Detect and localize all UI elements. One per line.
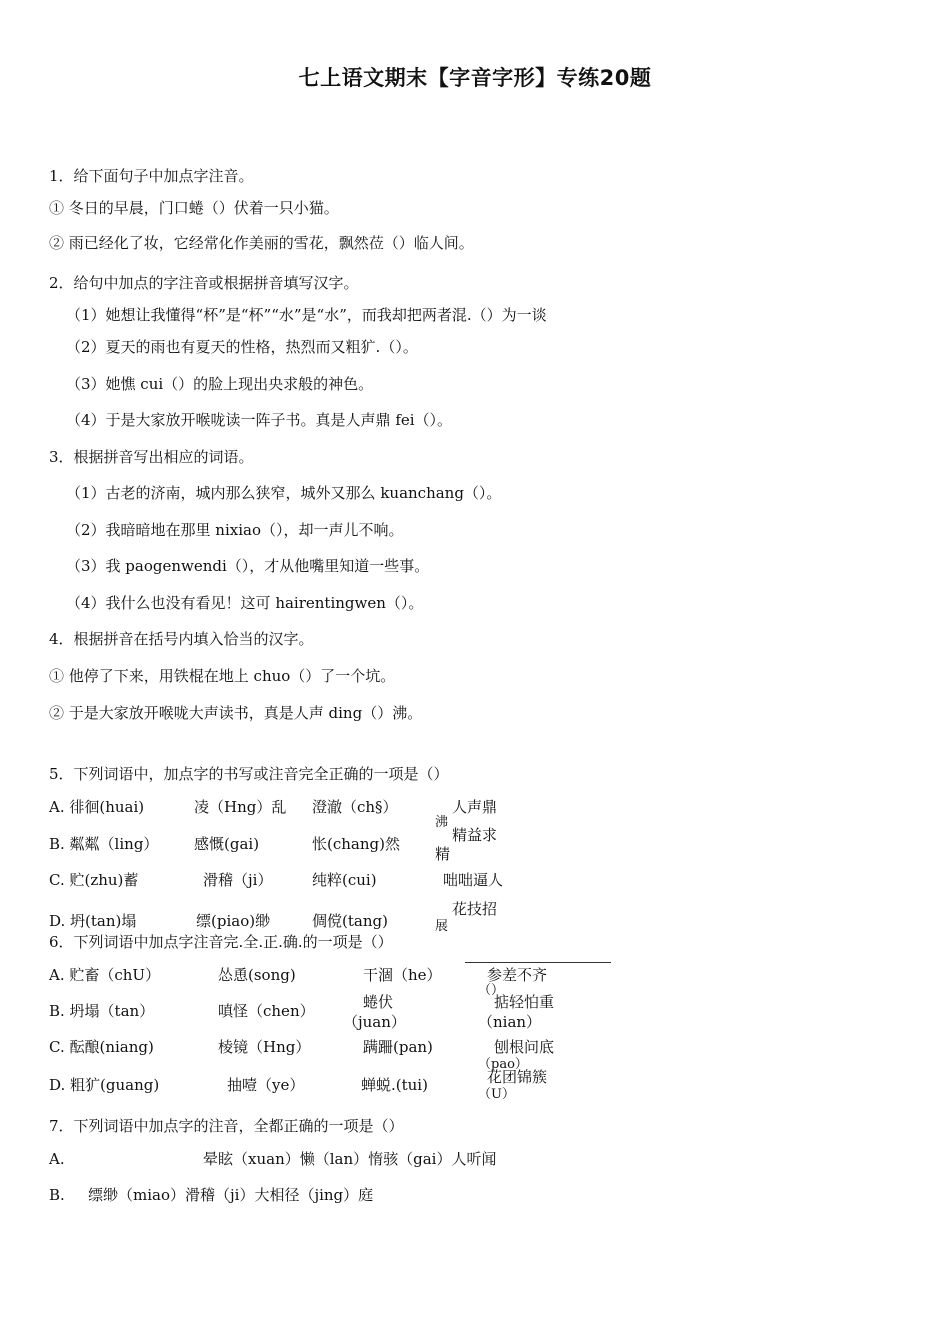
q5-option-a-word-4: 人声鼎 xyxy=(452,798,498,816)
q5-option-b-word-2: 感慨(gai) xyxy=(194,835,260,853)
q6-option-b: B. 坍塌（tan） xyxy=(49,1002,155,1020)
q5-option-d-word-4-overflow: 展 xyxy=(435,919,449,934)
q1-stem: 1．给下面句子中加点字注音。 xyxy=(49,167,254,185)
q6-option-a-word-2: 怂恿(song) xyxy=(218,966,296,984)
q6-stem: 6．下列词语中加点字注音完.全.正.确.的一项是（） xyxy=(49,933,393,951)
q2-sub-3: （3）她憔 cui（）的脸上现出央求般的神色。 xyxy=(66,375,374,393)
q6-option-b-word-4-pinyin: （nian） xyxy=(478,1013,542,1031)
q6-option-d-word-3: 蝉蜕.(tui) xyxy=(361,1076,428,1094)
q6-option-d-word-4-pinyin: （U） xyxy=(478,1087,515,1102)
q6-option-c-word-4-pinyin: （pao） xyxy=(478,1057,528,1072)
q6-option-b-word-2: 嗔怪（chen） xyxy=(218,1002,315,1020)
q2-sub-2: （2）夏天的雨也有夏天的性格，热烈而又粗犷.（）。 xyxy=(66,338,418,356)
q5-option-a-word-3: 澄澈（ch§） xyxy=(312,798,398,816)
q6-option-b-word-3: 蜷伏 xyxy=(363,993,394,1011)
q6-option-a-word-4: 参差不齐 xyxy=(487,966,548,984)
q3-sub-2: （2）我暗暗地在那里 nixiao（），却一声儿不响。 xyxy=(66,521,404,539)
q5-option-c-word-2: 滑稽（ji） xyxy=(203,871,273,889)
q7-option-a-text: 晕眩（xuan）懒（lan）惰骇（gai）人听闻 xyxy=(203,1150,497,1168)
q5-option-c: C. 贮(zhu)蓄 xyxy=(49,871,139,889)
q6-option-a: A. 贮畜（chU） xyxy=(49,966,161,984)
q2-stem: 2．给句中加点的字注音或根据拼音填写汉字。 xyxy=(49,274,359,292)
q5-option-d-word-2: 缥(piao)缈 xyxy=(196,912,271,930)
q5-option-a-word-2: 凌（Hng）乱 xyxy=(194,798,287,816)
q4-item-a: ① 他停了下来，用铁棍在地上 chuo（）了一个坑。 xyxy=(49,667,396,685)
q6-option-c-word-3: 蹒跚(pan) xyxy=(363,1038,433,1056)
q5-option-b-word-4-overflow: 精 xyxy=(435,845,451,863)
q2-sub-4: （4）于是大家放开喉咙读一阵子书。真是人声鼎 fei（）。 xyxy=(66,411,453,429)
q6-option-a-word-3: 干涸（he） xyxy=(363,966,442,984)
q6-option-d-word-2: 抽噎（ye） xyxy=(227,1076,305,1094)
q4-stem: 4．根据拼音在括号内填入恰当的汉字。 xyxy=(49,630,314,648)
q6-option-b-word-3-pinyin: （juan） xyxy=(343,1013,406,1031)
q6-option-b-word-4: 掂轻怕重 xyxy=(494,993,555,1011)
q3-sub-4: （4）我什么也没有看见！这可 hairentingwen（）。 xyxy=(66,594,424,612)
q6-option-c-word-4: 刨根问底 xyxy=(494,1038,555,1056)
q6-option-d-word-4: 花团锦簇 xyxy=(487,1068,548,1086)
q3-stem: 3．根据拼音写出相应的词语。 xyxy=(49,448,254,466)
q4-item-b: ② 于是大家放开喉咙大声读书，真是人声 ding（）沸。 xyxy=(49,704,423,722)
q5-option-b: B. 粼粼（ling） xyxy=(49,835,159,853)
q6-option-c: C. 酝酿(niang) xyxy=(49,1038,154,1056)
q5-option-a: A. 徘徊(huai) xyxy=(49,798,145,816)
q2-sub-1: （1）她想让我懂得“杯”是“杯”“水”是“水”，而我却把两者混.（）为一谈 xyxy=(66,306,547,324)
q6-option-c-word-2: 棱镜（Hng） xyxy=(218,1038,311,1056)
q5-option-a-word-4-overflow: 沸 xyxy=(435,815,449,830)
q7-option-b-text: 缥缈（miao）滑稽（ji）大相径（jing）庭 xyxy=(88,1186,374,1204)
q6-option-d: D. 粗犷(guang) xyxy=(49,1076,160,1094)
q6-table-rule xyxy=(465,962,611,963)
q5-option-d-word-4: 花技招 xyxy=(452,900,498,918)
q1-item-b: ② 雨已经化了妆，它经常化作美丽的雪花，飘然莅（）临人间。 xyxy=(49,234,474,252)
q1-item-a: ① 冬日的早晨，门口蜷（）伏着一只小猫。 xyxy=(49,199,339,217)
q5-stem: 5．下列词语中，加点字的书写或注音完全正确的一项是（） xyxy=(49,765,449,783)
q5-option-b-word-4: 精益求 xyxy=(452,826,498,844)
q7-option-b-label: B. xyxy=(49,1186,65,1204)
q7-stem: 7．下列词语中加点字的注音，全都正确的一项是（） xyxy=(49,1117,404,1135)
q5-option-c-word-4: 咄咄逼人 xyxy=(443,871,504,889)
q3-sub-3: （3）我 paogenwendi（），才从他嘴里知道一些事。 xyxy=(66,557,430,575)
q3-sub-1: （1）古老的济南，城内那么狭窄，城外又那么 kuanchang（）。 xyxy=(66,484,502,502)
q6-option-a-word-4-pinyin: （） xyxy=(478,983,505,998)
q5-option-d-word-3: 倜傥(tang) xyxy=(312,912,388,930)
page-title: 七上语文期末【字音字形】专练20题 xyxy=(298,66,652,90)
q5-option-b-word-3: 怅(chang)然 xyxy=(312,835,400,853)
q5-option-c-word-3: 纯粹(cui) xyxy=(312,871,377,889)
q5-option-d: D. 坍(tan)塌 xyxy=(49,912,137,930)
q7-option-a-label: A. xyxy=(49,1150,65,1168)
